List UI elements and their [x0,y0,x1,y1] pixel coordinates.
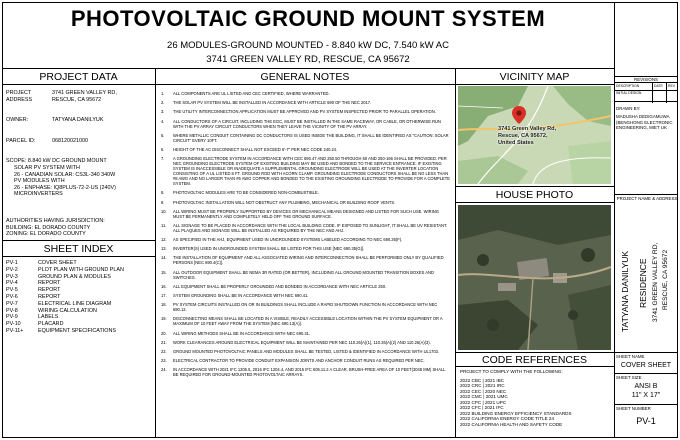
sheet-title: GROUND PLAN & MODULES [38,273,111,280]
note-text: ALL EQUIPMENT SHALL BE PROPERLY GROUNDED AND BONDED IN ACCORDANCE WITH NEC ARTICLE 250. [173,283,387,289]
general-note-item [161,133,451,143]
drawn-by-line: MADUSHA DEDIGAMUWA [616,114,670,120]
address-line: 3741 GREEN VALLEY RD, [52,90,117,96]
code-ref-item: 2022 CBC | 2021 IBC [460,377,505,383]
photo-heading-divider [455,202,614,203]
note-text: THE UTILITY INTERCONNECTION APPLICATION MUST BE APPROVED AND PV SYSTEM INSPECTED PRIOR TO PARALLEL OPERATION. [173,109,436,115]
sheet-number-value: PV-1 [636,416,656,426]
project-address-line: RESCUE, CA 95672 [662,249,669,310]
general-note-item [161,190,451,195]
sheet-size-line: ANSI B [634,383,658,390]
rev-row-description: INITIAL DESIGN [616,91,642,95]
code-references-list [460,369,612,427]
note-number: 24. [161,367,167,373]
note-number: 23. [161,358,167,364]
sheet-title: REPORT [38,280,61,287]
pin-label-line: United States [498,139,534,146]
vicinity-map[interactable] [458,86,611,184]
project-name-label: PROJECT NAME & ADDRESS [616,196,678,201]
pin-label-line: 3741 Green Valley Rd, [498,126,557,132]
drawn-by-label: DRAWN BY: [616,106,641,111]
general-note-item [161,284,451,289]
col1-divider [155,68,156,438]
sheet-code: PV-2 [6,266,18,273]
general-note-item [161,223,451,233]
system-size-subtitle: 26 MODULES-GROUND MOUNTED - 8.840 kW DC, 7.540 kW AC [167,40,449,51]
note-number: 17. [161,293,167,298]
sheet-index-list [6,260,152,335]
note-number: 15. [161,269,167,275]
general-note-item [161,119,451,129]
note-number: 18. [161,302,167,308]
col2-divider [455,68,456,438]
general-note-item [161,147,451,152]
map-pin-label [498,126,558,146]
note-number: 5. [161,132,165,138]
site-address-subtitle: 3741 GREEN VALLEY RD, RESCUE, CA 95672 [206,54,410,65]
sheet-title: ELECTRICAL LINE DIAGRAM [38,300,112,307]
sheet-index-row [6,328,152,335]
note-number: 22. [161,348,167,354]
sheet-title: LABELS [38,314,59,321]
code-ref-item: 2022 BUILDING ENERGY EFFICIENCY STANDARDS [460,410,572,416]
general-note-item [161,100,451,105]
code-ref-item: 2022 CMC | 2021 UMC [460,394,508,399]
note-text: GROUND MOUNTED PHOTOVOLTAIC PANELS AND MODULES SHALL BE TESTED, LISTED & IDENTIFIED IN ACCORDANCE WITH UL1703. [173,348,440,354]
note-text: ALL COMPONENTS ARE UL LISTED AND CEC CERTIFIED, WHERE WARRANTED. [173,91,330,96]
sheet-index-row [6,274,152,281]
sheet-code: PV-4 [6,280,18,287]
sheet-code: PV-8 [6,307,18,314]
code-ref-item: 2022 CALIFORNIA HEALTH AND SAFETY CODE [460,421,563,427]
sheet-index-top-divider [2,240,155,241]
tb-divider [614,352,678,353]
general-note-item [161,358,451,363]
note-text: ALL CONDUCTORS OF A CIRCUIT, INCLUDING THE EGC, MUST BE INSTALLED IN THE SAME RACEWAY, OR CABLE, OR OTHERWISE RUN WITH THE PV ARRAY CIRCUIT CONDUCTORS WHEN THEY LEAVE THE VICINITY OF THE PV ARRAY. [173,118,441,129]
sheet-title: COVER SHEET [38,260,77,266]
general-note-item [161,331,451,336]
sheet-index-row [6,314,152,321]
section-heading-divider [2,84,614,85]
owner-value: TATYANA DANILYUK [52,117,104,124]
note-number: 20. [161,330,167,336]
sheet-code: PV-6 [6,293,18,300]
scope-block [6,158,152,198]
general-note-item [161,367,451,377]
code-ref-intro: PROJECT TO COMPLY WITH THE FOLLOWING: [460,369,563,374]
code-ref-item: 2022 CALIFORNIA ENERGY CODE TITLE 24 [460,416,555,421]
project-owner-name: TATYANA DANILYUK [620,250,630,332]
parcel-label: PARCEL ID: [6,137,36,144]
tb-divider [614,373,678,374]
note-number: 13. [161,246,167,252]
sheet-size-label: SHEET SIZE [616,375,642,380]
sheet-code: PV-1 [6,260,18,266]
ahj-block [6,218,152,238]
general-notes-list [161,91,451,435]
general-note-item [161,156,451,186]
code-ref-item: 2022 CFC | 2021 IFC [460,405,504,410]
general-note-item [161,91,451,96]
sheet-code: PV-5 [6,287,18,294]
sheet-title: REPORT [38,287,61,294]
sheet-index-heading-divider [2,256,155,257]
note-number: 6. [161,146,165,152]
note-text: PHOTOVOLTAIC INSTALLATION WILL NOT OBSTRUCT ANY PLUMBING, MECHANICAL OR BUILDING ROOF VENTS. [173,199,396,205]
note-text: DISCONNECTING MEANS SHALL BE LOCATED IN A VISIBLE, READILY ACCESSIBLE LOCATION WITHIN THE PV SYSTEM EQUIPMENT OR A MAXIMUM OF 10 FEET AWAY FROM THE SYSTEM [NEC 690.13(A)]. [173,316,443,327]
note-number: 1. [161,91,165,96]
sheet-title: REPORT [38,293,61,300]
code-references-heading: CODE REFERENCES [481,354,587,366]
code-ref-item: 2022 CRC | 2021 IRC [460,383,505,388]
note-number: 14. [161,255,167,261]
sheet-name-label: SHEET NAME [616,354,645,359]
note-number: 8. [161,190,165,196]
aerial-photo-graphic [458,205,611,350]
ahj-line: ZONING: EL DORADO COUNTY [6,231,86,238]
note-number: 19. [161,316,167,322]
scope-line: 26 - CANADIAN SOLAR: CS3L-340 340W [14,171,116,178]
project-label: PROJECT [6,90,32,96]
note-text: AS SPECIFIED IN THE AHJ, EQUIPMENT USED IN UNGROUNDED SYSTEMS LABELED ACCORDING TO NEC 690.35(F). [173,237,403,243]
project-address-row [6,90,152,103]
general-note-item [161,109,451,114]
general-note-item [161,270,451,280]
note-number: 7. [161,156,165,162]
note-number: 12. [161,237,167,243]
rev-col-date: DATE [654,84,663,88]
sheet-number-label: SHEET NUMBER [616,406,651,411]
sheet-index-row [6,301,152,308]
note-number: 4. [161,118,165,124]
rev-col-description: DESCRIPTION [616,84,640,88]
sheet-code: PV-9 [6,314,18,321]
ahj-line: AUTHORITIES HAVING JURISDICTION: [6,217,105,224]
drawn-by-line: ENGINEERING, MIET UK [616,125,667,131]
general-note-item [161,200,451,205]
note-text: INVERTER(S) USED IN UNGROUNDED SYSTEM SHALL BE LISTED FOR THIS USE [NEC 690.35(G)]. [173,246,365,252]
sheet-index-row [6,308,152,315]
note-text: WHERE METALLIC CONDUIT CONTAINING DC CONDUCTORS IS USED INSIDE THE BUILDING, IT SHALL BE IDENTIFIED AS "CAUTION: SOLAR CIRCUIT" EVERY 10FT. [173,132,449,143]
sheet-title: PLOT PLAN WITH GROUND PLAN [38,266,124,273]
note-text: ALL WIRING METHODS SHALL BE IN ACCORDANCE WITH NEC 690.31. [173,330,311,336]
sheet-index-row [6,260,152,267]
note-text: A GROUNDING ELECTRODE SYSTEM IN ACCORDANCE WITH CEC 690.47 AND 250.50 THROUGH 60 AND 250-166 SHALL BE PROVIDED. PER NEC GROUNDING ELECTRODE SYSTEM OF EXISTING BUILDING MAY BE USED AND BONDED TO THE SERVICE ENTRANCE. IF EXISTING SYSTEM IS INACCESSIBLE OR INADEQUATE A SUPPLEMENTAL GROUNDING ELECTRODE WILL BE USED AT THE INVERTER LOCATION CONSISTING OF A UL LISTED 8 FT. GROUND ROD WITH ACORN CLAMP. GROUNDING ELECTRODE CONDUCTORS SHALL BE NO LESS THAN #8 AWG AND NO LARGER THAN #6 AWG COPPER AND BONDED TO THE EXISTING GROUNDING ELECTRODE TO PROVIDE FOR A COMPLETE SYSTEM. [173,156,450,187]
note-number: 11. [161,222,167,228]
note-text: ELECTRICAL CONTRACTOR TO PROVIDE CONDUIT EXPANSION JOINTS AND ANCHOR CONDUIT RUNS AS REQUIRED PER NEC. [173,358,425,364]
sheet-index-row [6,267,152,274]
note-text: SYSTEM GROUNDING SHALL BE IN ACCORDANCE WITH NEC 690.41. [173,293,309,298]
sheet-index-row [6,287,152,294]
sheet-index-row [6,321,152,328]
vicinity-map-heading: VICINITY MAP [499,71,570,83]
address-line: RESCUE, CA 95672 [52,96,102,103]
sheet-title: EQUIPMENT SPECIFICATIONS [38,327,116,334]
parcel-value: 068120021000 [52,137,88,144]
sheet-name-value: COVER SHEET [620,362,672,369]
note-text: THE SOLAR PV SYSTEM WILL BE INSTALLED IN ACCORDANCE WITH ARTICLE 690 OF THE NEC 2017. [173,100,372,106]
general-note-item [161,237,451,242]
general-note-item [161,209,451,219]
tb-divider [614,194,678,195]
sheet-index-row [6,294,152,301]
rev-col-line [666,83,667,103]
note-text: PHOTOVOLTAIC MODULES ARE TO BE CONSIDERED NON-COMBUSTIBLE. [173,190,319,196]
scope-line: PV MODULES WITH [14,178,65,185]
general-note-item [161,302,451,312]
drawn-by-block [616,106,678,131]
general-note-item [161,246,451,251]
rev-col-line [652,83,653,103]
note-text: PV SYSTEM CIRCUITS INSTALLED ON OR IN BUILDINGS SHALL INCLUDE A RAPID SHUTDOWN FUNCTION IN ACCORDANCE WITH NEC 690.12. [173,302,438,313]
general-note-item [161,255,451,265]
note-text: WORK CLEARANCES AROUND ELECTRICAL EQUIPMENT WILL BE MAINTAINED PER NEC 110.26(A)(1), 110.26(A)(2) AND 110.26(A)(3). [173,339,431,345]
rev-col-rev: REV [668,84,675,88]
sheet-code: PV-3 [6,273,18,280]
sheet-index-row [6,280,152,287]
scope-line: SCOPE: 8.840 kW DC GROUND MOUNT [6,158,107,165]
drawn-by-line: (BENGHONG ELECTRONIC [616,119,673,125]
ahj-line: BUILDING: EL DORADO COUNTY [6,224,91,231]
general-notes-heading: GENERAL NOTES [260,71,350,83]
note-text: ALL WIRING MUST BE PROPERLY SUPPORTED BY DEVICES OR MECHANICAL MEANS DESIGNED AND LISTED FOR SUCH USE. WIRING MUST BE PERMANENTLY AND COMPLETELY HELD OFF THE GROUND SURFACE. [173,208,439,219]
map-pin-icon[interactable] [512,106,526,124]
sheet-code: PV-10 [6,321,21,328]
note-number: 2. [161,100,165,106]
code-ref-item: 2022 CPC | 2021 UPC [460,399,507,405]
pin-label-line: Rescue, CA 95672, [498,132,548,139]
note-text: THE INSTALLATION OF EQUIPMENT AND ALL ASSOCIATED WIRING AND INTERCONNECTION SHALL BE PERFORMED ONLY BY QUALIFIED PERSONS [NEC 690.4(C)]. [173,255,444,266]
general-note-item [161,349,451,354]
parcel-row [6,138,152,145]
note-text: HEIGHT OF THE AC DISCONNECT SHALL NOT EXCEED 6'-7" PER NEC CODE 240.24. [173,146,338,152]
sheet-title: PLACARD [38,321,64,328]
house-photo [458,205,611,350]
note-number: 9. [161,199,165,205]
general-note-item [161,293,451,298]
note-number: 21. [161,339,167,345]
scope-line: 26 - ENPHASE: IQ8PLUS-72-2-US (240V) [14,184,116,191]
project-residence: RESIDENCE [638,258,648,308]
general-note-item [161,316,451,326]
project-data-body [6,90,152,238]
note-text: ALL SIGNAGE TO BE PLACED IN ACCORDANCE WITH THE LOCAL BUILDING CODE. IF EXPOSED TO SUNLIGHT, IT SHALL BE UV RESISTANT. ALL PLAQUES AND SIGNAGE WILL BE INSTALLED AS REQUIRED BY THE NEC AND AHJ. [173,222,448,233]
header-divider [2,68,614,69]
note-number: 16. [161,283,167,289]
address-label: ADDRESS [6,96,33,103]
sheet-code: PV-11+ [6,327,24,334]
project-address-line: 3741 GREEN VALLEY RD, [652,242,659,322]
house-photo-heading: HOUSE PHOTO [495,189,574,201]
scope-line: MICROINVERTERS [14,191,63,198]
sheet-title: WIRING CALCULATION [38,307,97,314]
title-block [614,2,678,438]
page-title: PHOTOVOLTAIC GROUND MOUNT SYSTEM [70,6,546,31]
project-data-heading: PROJECT DATA [39,71,118,83]
tb-divider [614,404,678,405]
general-note-item [161,340,451,345]
sheet-index-heading: SHEET INDEX [43,243,114,255]
sheet-code: PV-7 [6,300,18,307]
owner-label: OWNER: [6,117,29,124]
revisions-table [614,82,678,102]
revisions-heading: REVISIONS [614,76,678,82]
scope-line: SOLAR PV SYSTEM WITH [14,164,80,171]
note-number: 3. [161,109,165,115]
note-text: ALL OUTDOOR EQUIPMENT SHALL BE NEMA 3R RATED (OR BETTER), INCLUDING ALL GROUND MOUNTED TRANSITION BOXES AND SWITCHES. [173,269,434,280]
sheet-size-line: 11" X 17" [631,392,661,399]
map-bottom-divider [455,186,614,187]
code-ref-item: 2022 CEC | 2020 NEC [460,388,507,394]
note-number: 10. [161,208,167,214]
owner-row [6,117,152,124]
note-text: IN ACCORDANCE WITH 2021 IFC 1205.5, 2016 IFC 1204.4, AND 2015 IFC 605.11.2 A CLEAR, BRUSH-FREE AREA OF 10 FEET(3048 MM) SHALL BE REQUIRED FOR GROUND-MOUNTED PHOTOVOLTAIC ARRAYS. [173,367,446,378]
